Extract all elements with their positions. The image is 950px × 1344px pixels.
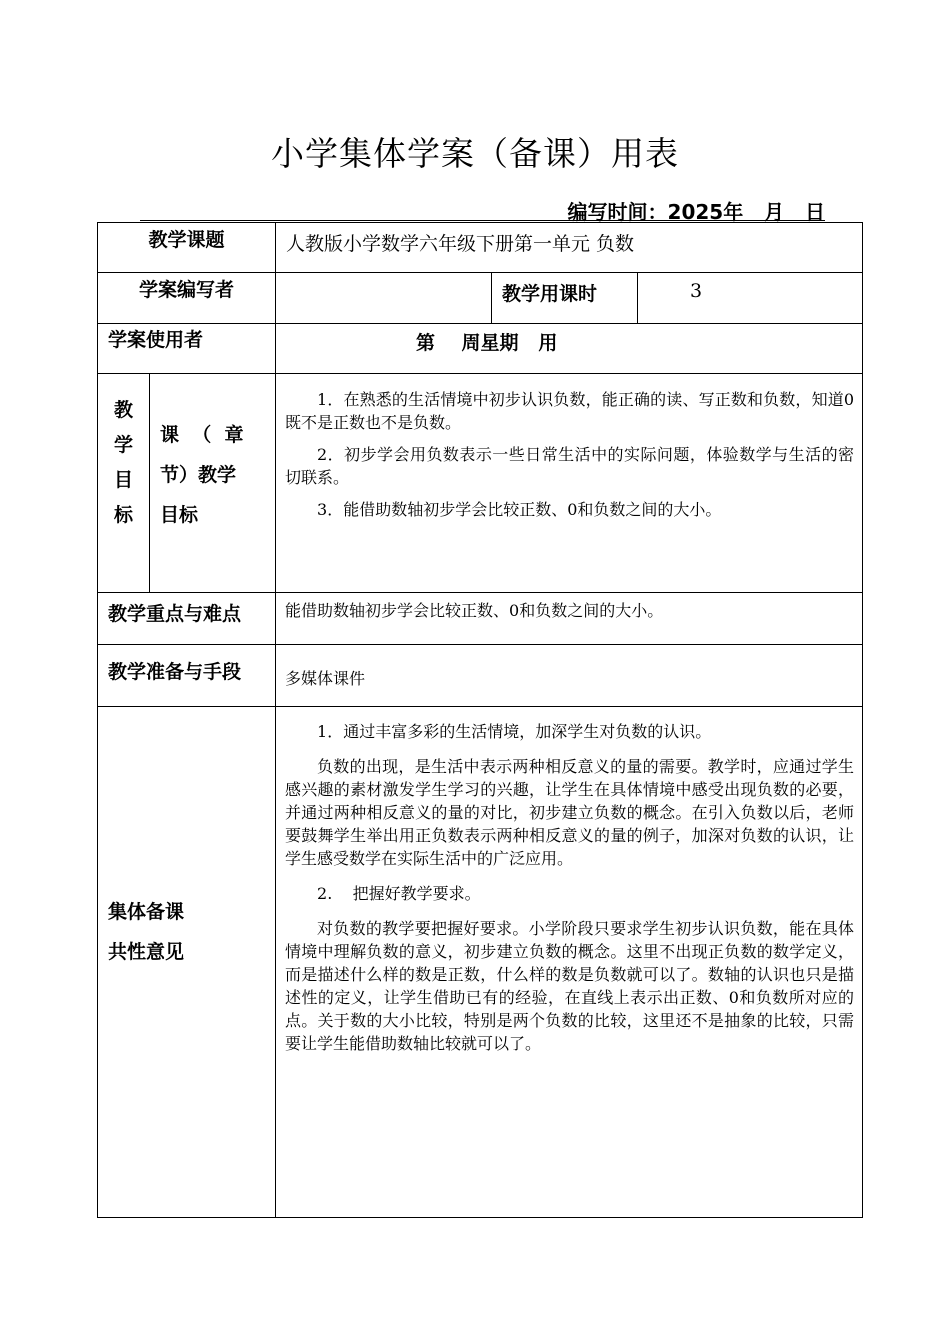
row-key-points bbox=[98, 593, 863, 645]
prep-label: 教学准备与手段 bbox=[98, 645, 276, 707]
lesson-plan-table bbox=[97, 222, 863, 1218]
collective-label-line: 共性意见 bbox=[108, 941, 185, 963]
goal-item: 2．初步学会用负数表示一些日常生活中的实际问题，体验数学与生活的密切联系。 bbox=[285, 445, 855, 487]
topic-label: 教学课题 bbox=[98, 223, 276, 273]
collective-paragraph: 1．通过丰富多彩的生活情境，加深学生对负数的认识。 bbox=[317, 722, 712, 741]
user-value: 第 周星期 用 bbox=[276, 324, 863, 374]
row-topic bbox=[98, 223, 863, 273]
prep-value: 多媒体课件 bbox=[276, 645, 863, 707]
goals-label-line: 节）教学 bbox=[160, 464, 237, 486]
goals-label-char: 学 bbox=[113, 434, 133, 456]
key-label: 教学重点与难点 bbox=[98, 593, 276, 645]
collective-label bbox=[98, 707, 276, 1218]
topic-value: 人教版小学数学六年级下册第一单元 负数 bbox=[276, 223, 863, 273]
collective-paragraph: 对负数的教学要把握好要求。小学阶段只要求学生初步认识负数，能在具体情境中理解负数的意义，初步建立负数的概念。这里不出现正负数的数学定义，而是描述什么样的数是正数，什么样的数是负数就可以了。数轴的认识也只是描述性的定义，让学生借助已有的经验，在直线上表示出正数、0和负数所对应的点。关于数的大小比较，特别是两个负数的比较，这里还不是抽象的比较，只需要让学生能借助数轴比较就可以了。 bbox=[285, 919, 855, 1053]
goals-label-outer bbox=[98, 374, 150, 593]
row-collective bbox=[98, 707, 863, 1218]
page-title: 小学集体学案（备课）用表 bbox=[271, 134, 679, 173]
goals-label-inner bbox=[150, 374, 276, 593]
user-label: 学案使用者 bbox=[98, 324, 276, 374]
goals-label-char: 目 bbox=[113, 469, 133, 491]
goals-label-char: 标 bbox=[113, 504, 133, 526]
goal-item: 1．在熟悉的生活情境中初步认识负数，能正确的读、写正数和负数，知道0既不是正数也不是负数。 bbox=[285, 390, 855, 432]
hours-label: 教学用课时 bbox=[492, 273, 638, 324]
goals-content bbox=[276, 374, 863, 593]
row-user bbox=[98, 324, 863, 374]
collective-content bbox=[276, 707, 863, 1218]
author-value bbox=[276, 273, 492, 324]
goal-item: 3．能借助数轴初步学会比较正数、0和负数之间的大小。 bbox=[317, 500, 722, 519]
row-author bbox=[98, 273, 863, 324]
row-prep bbox=[98, 645, 863, 707]
goals-label-line: 目标 bbox=[160, 504, 199, 526]
date-label: 编写时间：2025年 月 日 bbox=[567, 200, 825, 224]
hours-value: 3 bbox=[638, 273, 863, 324]
date-line bbox=[140, 196, 825, 224]
goals-label-char: 教 bbox=[113, 399, 133, 421]
collective-paragraph: 2. 把握好教学要求。 bbox=[317, 884, 481, 903]
collective-label-line: 集体备课 bbox=[108, 901, 185, 923]
row-goals bbox=[98, 374, 863, 593]
goals-label-line: 课 （ 章 bbox=[160, 424, 244, 446]
key-value: 能借助数轴初步学会比较正数、0和负数之间的大小。 bbox=[276, 593, 863, 645]
author-label: 学案编写者 bbox=[98, 273, 276, 324]
collective-paragraph: 负数的出现，是生活中表示两种相反意义的量的需要。教学时，应通过学生感兴趣的素材激发学生学习的兴趣，让学生在具体情境中感受出现负数的必要，并通过两种相反意义的量的对比，初步建立负数的概念。在引入负数以后，老师要鼓舞学生举出用正负数表示两种相反意义的量的例子，加深对负数的认识，让学生感受数学在实际生活中的广泛应用。 bbox=[285, 757, 855, 868]
